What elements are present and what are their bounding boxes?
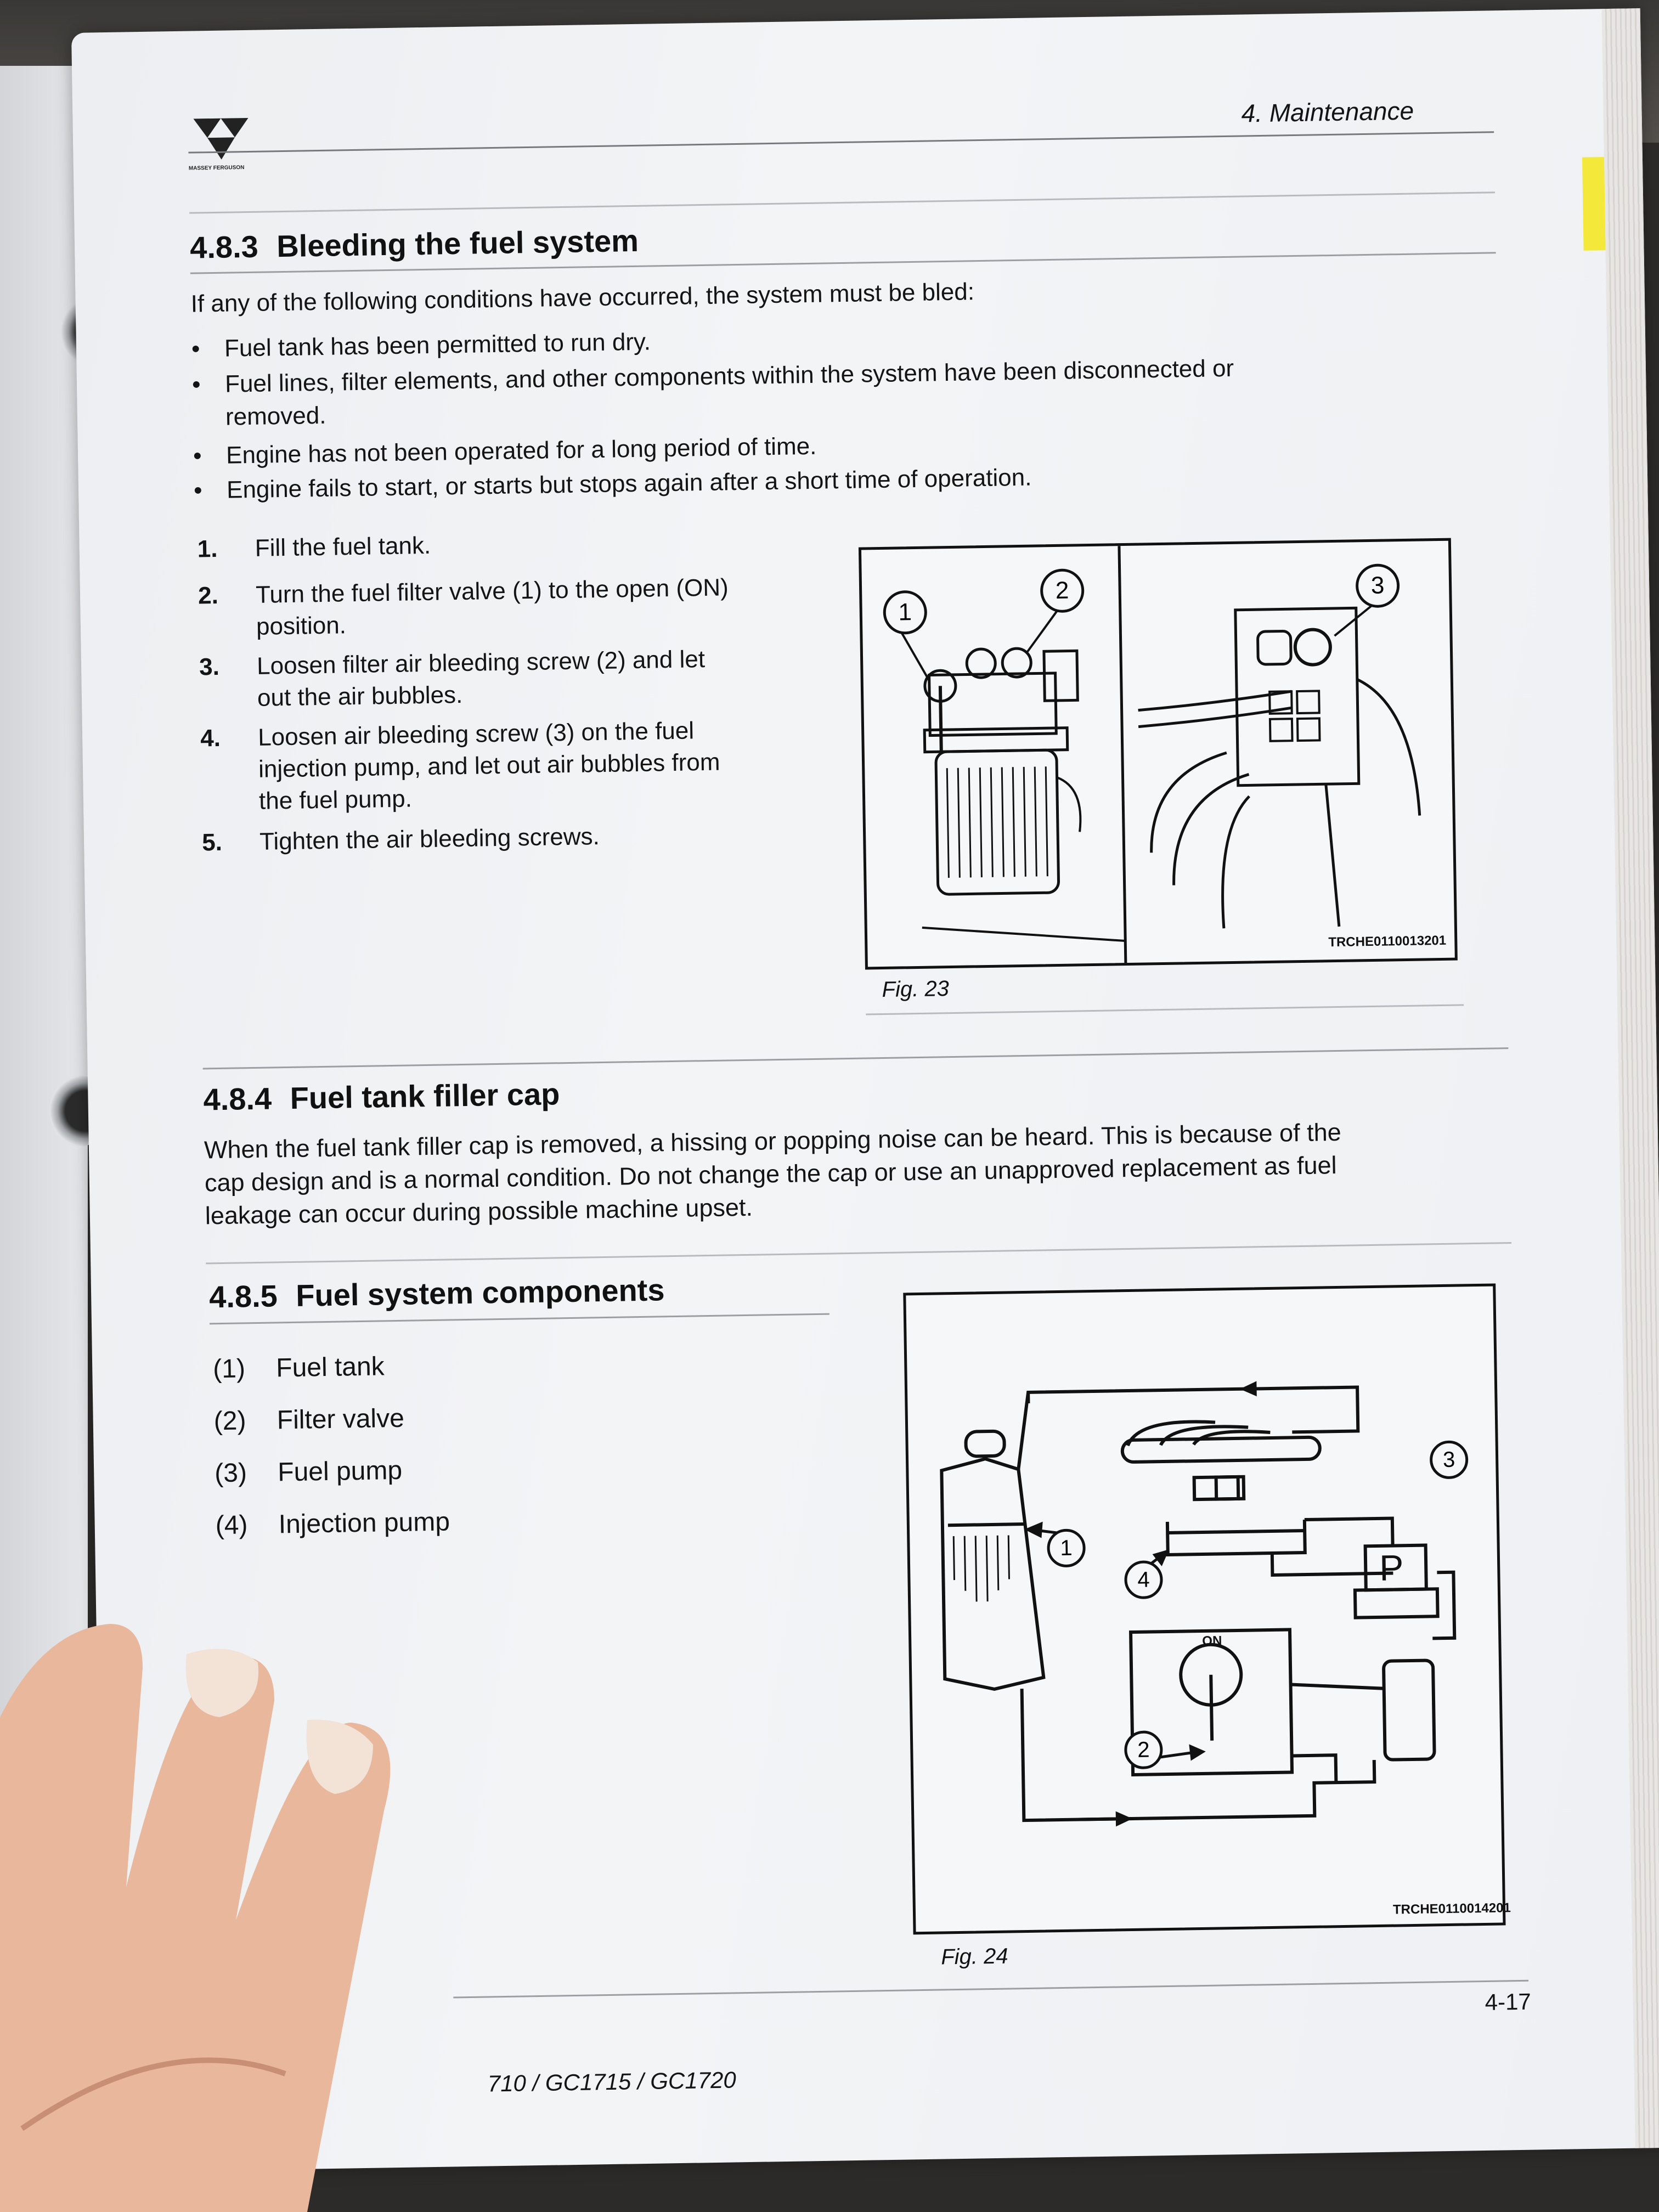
- list-item: Engine fails to start, or starts but stops again after a short time of operation.: [226, 464, 1032, 504]
- list-item: removed.: [225, 402, 326, 431]
- figure-caption: Fig. 23: [882, 977, 950, 1002]
- section-number: 4.8.5: [208, 1278, 278, 1314]
- item-label: Fuel pump: [277, 1455, 403, 1487]
- bullet-icon: •: [191, 335, 200, 363]
- callout-3: 3: [1355, 563, 1400, 608]
- figure-23: [859, 538, 1458, 970]
- item-label: Injection pump: [278, 1507, 450, 1539]
- intro-text: If any of the following conditions have occurred, the system must be bled:: [190, 278, 975, 318]
- list-item: Fuel tank has been permitted to run dry.: [224, 328, 651, 362]
- item-number: (2): [213, 1406, 246, 1436]
- model-numbers: 710 / GC1715 / GC1720: [487, 2067, 737, 2097]
- step-text: position.: [256, 612, 347, 640]
- hand-holding-page: [0, 1580, 494, 2212]
- step-text: Turn the fuel filter valve (1) to the open (ON): [255, 574, 729, 608]
- page-stack-edge: [1602, 8, 1659, 2148]
- yellow-tab-marker: [1582, 157, 1606, 251]
- fuel-system-diagram: [906, 1286, 1503, 1932]
- item-number: (4): [215, 1510, 248, 1541]
- filter-and-pump-illustration: [861, 541, 1455, 967]
- item-number: (3): [214, 1458, 247, 1488]
- figure-24: [903, 1284, 1511, 1935]
- step-text: the fuel pump.: [258, 785, 413, 815]
- step-number: 4.: [200, 724, 221, 752]
- section-title: Fuel system components: [295, 1272, 665, 1313]
- figure-code: TRCHE0110014201: [1392, 1900, 1511, 1917]
- callout-3: 3: [1430, 1440, 1469, 1479]
- callout-2: 2: [1124, 1730, 1163, 1769]
- item-label: Fuel tank: [275, 1352, 385, 1383]
- callout-1: 1: [1047, 1528, 1086, 1567]
- logo-text: MASSEY FERGUSON: [188, 165, 245, 172]
- bullet-icon: •: [193, 442, 202, 470]
- header-rule: [188, 131, 1494, 153]
- section-number: 4.8.3: [189, 229, 259, 265]
- footer-rule: [453, 1980, 1528, 1999]
- step-text: Tighten the air bleeding screws.: [259, 823, 600, 855]
- step-text: Loosen air bleeding screw (3) on the fuel: [257, 717, 695, 751]
- step-text: injection pump, and let out air bubbles from: [258, 748, 720, 783]
- pump-letter: P: [1379, 1547, 1404, 1588]
- step-number: 2.: [198, 582, 219, 610]
- step-number: 3.: [199, 653, 220, 681]
- title-rule: [210, 1313, 830, 1325]
- item-label: Filter valve: [276, 1403, 405, 1435]
- section-rule: [189, 191, 1495, 213]
- section-rule: [206, 1242, 1511, 1264]
- callout-4: 4: [1124, 1560, 1163, 1599]
- section-number: 4.8.4: [203, 1081, 272, 1117]
- list-item: Fuel lines, filter elements, and other components within the system have been disconnected or: [224, 354, 1234, 398]
- section-title: Bleeding the fuel system: [276, 223, 639, 264]
- section-rule: [203, 1047, 1509, 1069]
- callout-1: 1: [883, 590, 927, 635]
- paragraph-line: When the fuel tank filler cap is removed, a hissing or popping noise can be heard. This is because of the: [204, 1118, 1342, 1164]
- list-item: Engine has not been operated for a long period of time.: [225, 432, 817, 469]
- figure-caption: Fig. 24: [940, 1944, 1008, 1970]
- paragraph-line: leakage can occur during possible machine upset.: [205, 1193, 753, 1230]
- step-number: 5.: [201, 828, 223, 856]
- figure-code: TRCHE0110013201: [1328, 933, 1447, 950]
- callout-2: 2: [1040, 568, 1085, 613]
- figure-rule: [866, 1004, 1464, 1015]
- paragraph-line: cap design and is a normal condition. Do not change the cap or use an unapproved replacement as fuel: [204, 1151, 1337, 1197]
- step-number: 1.: [197, 535, 218, 563]
- valve-on-label: ON: [1202, 1633, 1222, 1649]
- step-text: out the air bubbles.: [257, 681, 463, 712]
- brand-logo: [188, 112, 255, 174]
- bullet-icon: •: [191, 371, 201, 398]
- item-number: (1): [212, 1354, 246, 1384]
- page-number: 4-17: [1485, 1988, 1532, 2015]
- bullet-icon: •: [193, 477, 202, 504]
- section-heading: 4. Maintenance: [1241, 96, 1414, 128]
- step-text: Loosen filter air bleeding screw (2) and let: [256, 646, 706, 680]
- triple-triangle-logo-icon: [188, 112, 254, 163]
- section-title: Fuel tank filler cap: [290, 1076, 560, 1115]
- step-text: Fill the fuel tank.: [255, 532, 431, 562]
